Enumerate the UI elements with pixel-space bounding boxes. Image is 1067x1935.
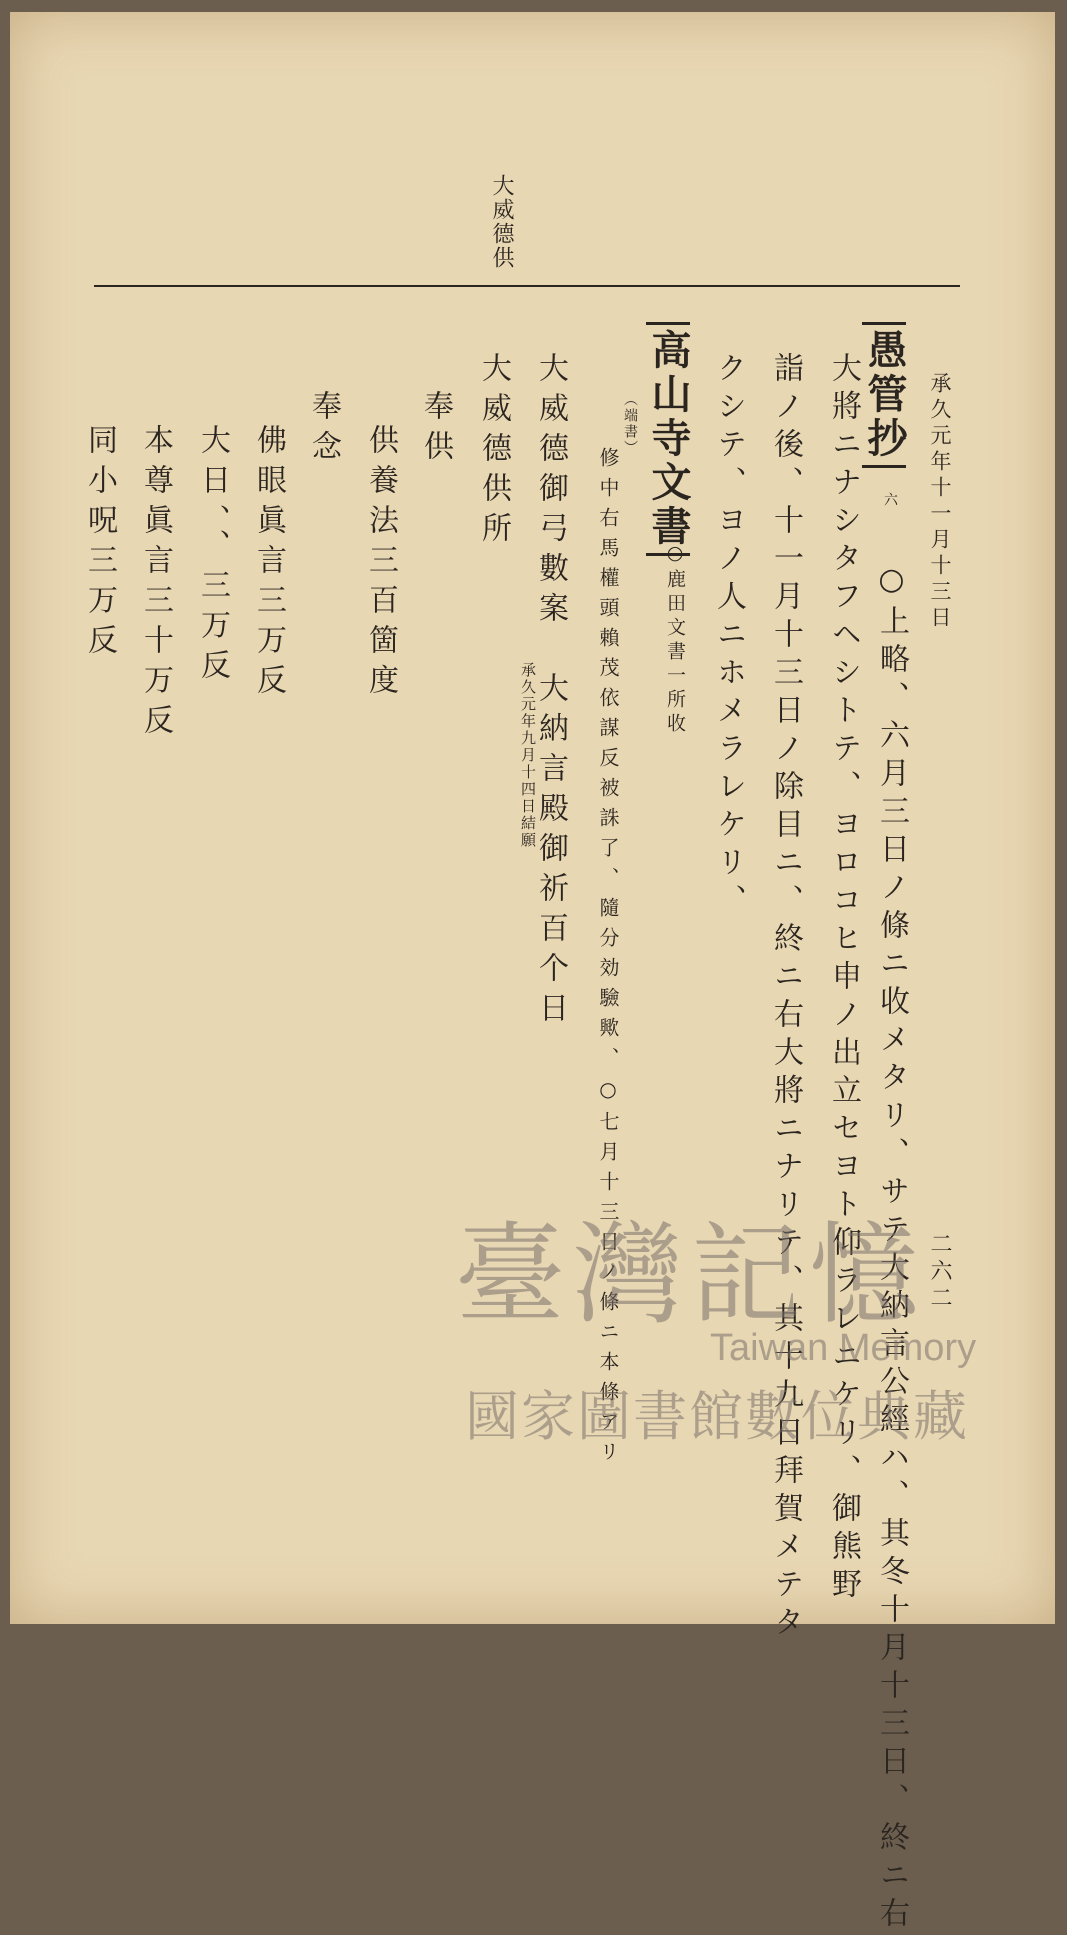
text-line: 大威德供所 xyxy=(476,352,511,552)
page-header-date: 承久元年十一月十三日 xyxy=(928,372,952,632)
section-title-kozanji: 高山寺文書 xyxy=(646,322,690,556)
annotation-hashigaki: （端書） xyxy=(622,392,638,456)
text-line: 大日、、三万反 xyxy=(195,424,230,689)
header-rule xyxy=(94,285,960,287)
text-line: 本尊眞言三十万反 xyxy=(138,424,173,744)
text-line: クシテ、ヨノ人ニホメラレケリ、 xyxy=(711,352,746,922)
text-line: 佛眼眞言三万反 xyxy=(251,424,286,704)
section-note-volume: 六 xyxy=(882,492,898,508)
text-line: 大威德御弓數案 大納言殿御祈百个日 xyxy=(533,352,568,1032)
running-head: 大威德供 xyxy=(489,174,514,270)
watermark-logo: 臺灣記憶 xyxy=(455,1211,927,1339)
text-line: 詣ノ後、十一月十三日ノ除目ニ、終ニ右大將ニナリテ、其十九日拜賀メテタ xyxy=(768,352,803,1644)
text-line-date: 承久元年九月十四日結願 xyxy=(519,662,537,849)
text-line: 奉供 xyxy=(418,390,453,470)
text-line: 修中右馬權頭賴茂依謀反被誅了、隨分効驗歟、○七月十三日ノ條ニ本條アリ xyxy=(596,447,620,1471)
text-line: 奉念 xyxy=(306,390,341,470)
text-line: 供養法三百箇度 xyxy=(363,424,398,704)
watermark-subtitle: 國家圖書館數位典藏 xyxy=(465,1385,969,1448)
document-page xyxy=(10,12,1055,1935)
text-line: 大將ニナシタフヘシトテ、ヨロコヒ申ノ出立セヨト仰ラレニケリ、御熊野 xyxy=(826,352,861,1606)
page-number: 二六二 xyxy=(927,1232,952,1313)
text-line: 同小呪三万反 xyxy=(82,424,117,664)
watermark-english: Taiwan Memory xyxy=(710,1327,977,1369)
section-title-gukansho: 愚管抄 xyxy=(862,322,906,468)
section-note-source: ○鹿田文書一所收 xyxy=(664,542,686,737)
text-line: ○上略、六月三日ノ條ニ收メタリ、サテ大納言公經ハ、其冬十月十三日、終ニ右 xyxy=(874,562,909,1935)
